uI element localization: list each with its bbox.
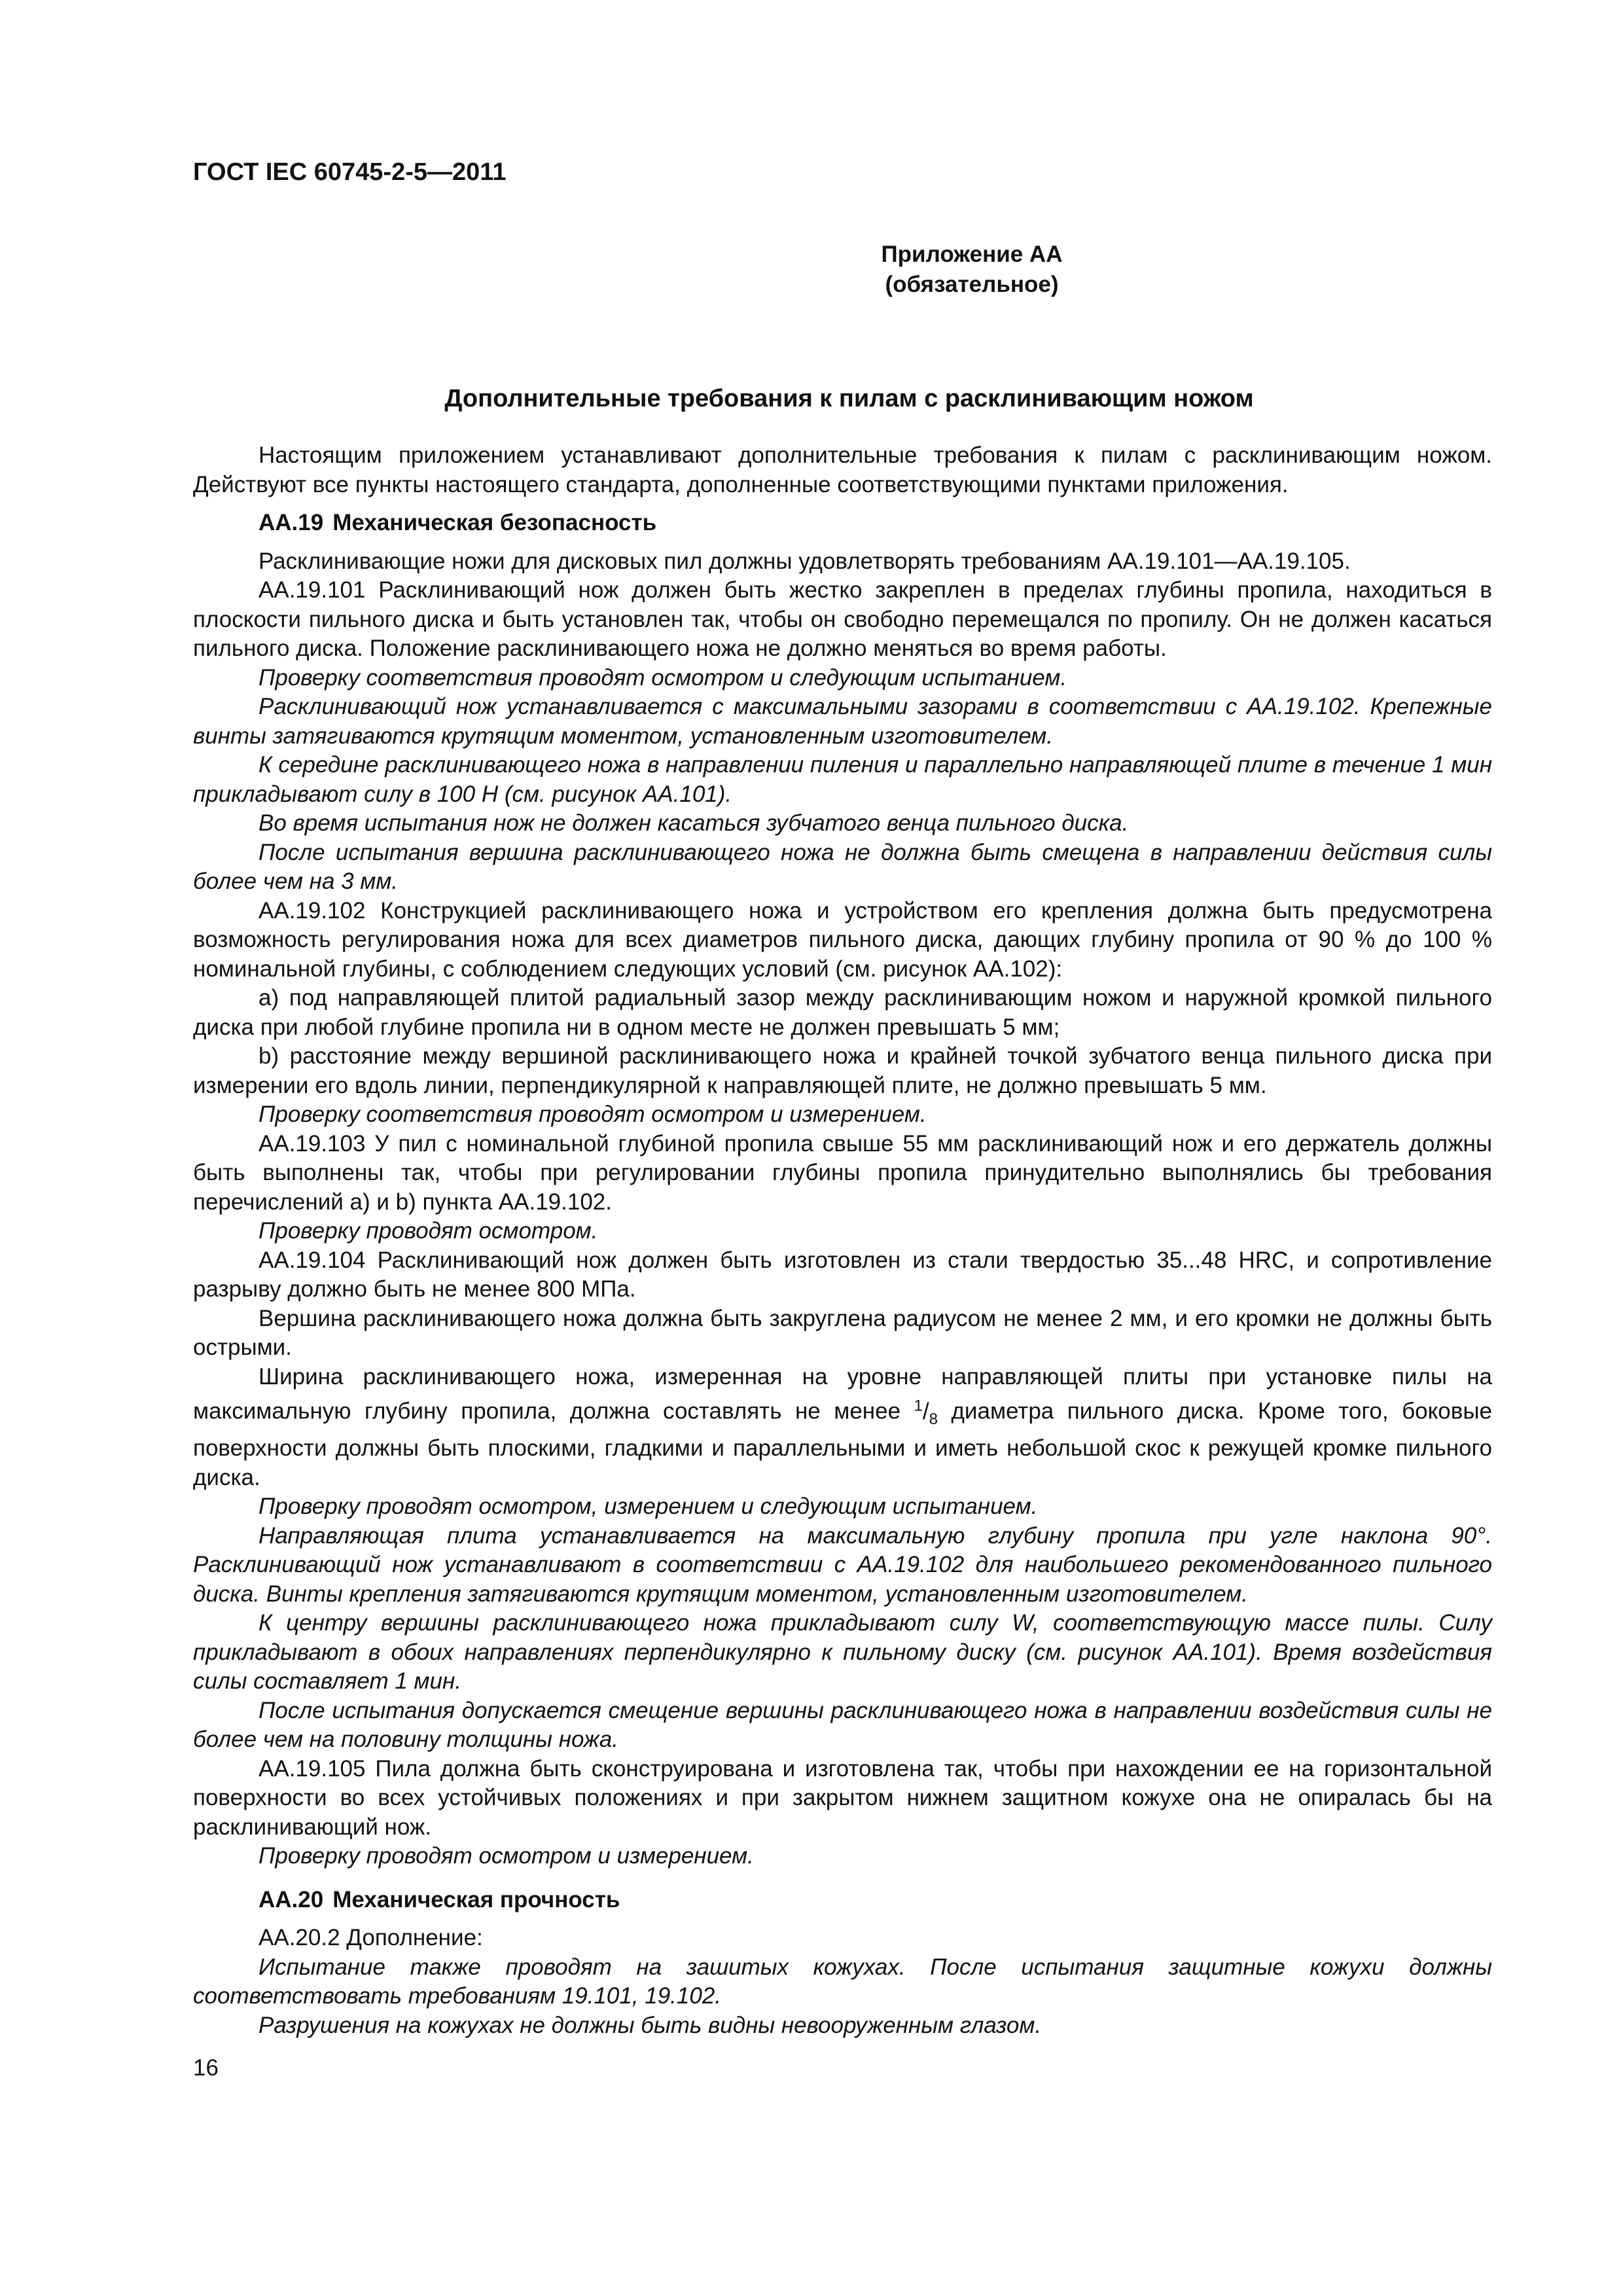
section-heading-aa19 (193, 509, 1492, 538)
paragraph: Расклинивающие ножи для дисковых пил должны удовлетворять требованиям АА.19.101—АА.19.105. (259, 548, 1351, 574)
clause-aa19-105: АА.19.105 Пила должна быть сконструирована и изготовлена так, чтобы при нахождении ее на горизонтальной поверхности во всех устойчивых положениях и при закрытом нижнем защитном кожухе она не опиралась бы на расклинивающий нож. (193, 1755, 1492, 1840)
intro-paragraph: Настоящим приложением устанавливают дополнительные требования к пилам с расклинивающим ножом. Действуют все пункты настоящего стандарта, дополненные соответствующими пунктами приложения. (193, 442, 1492, 497)
test-paragraph: После испытания допускается смещение вершины расклинивающего ножа в направлении воздействия силы не более чем на половину толщины ножа. (193, 1697, 1492, 1753)
check-paragraph: Проверку проводят осмотром и измерением. (259, 1843, 754, 1869)
clause-aa20-2: АА.20.2 Дополнение: (259, 1925, 483, 1951)
list-item-a: a) под направляющей плитой радиальный зазор между расклинивающим ножом и наружной кромкой пильного диска при любой глубине пропила ни в одном месте не должен превышать 5 мм; (193, 985, 1492, 1040)
page-number: 16 (193, 2055, 219, 2081)
check-paragraph: Проверку проводят осмотром, измерением и следующим испытанием. (259, 1494, 1038, 1520)
annex-heading (756, 240, 1188, 300)
list-item-b: b) расстояние между вершиной расклинивающего ножа и крайней точкой зубчатого венца пильного диска при измерении его вдоль линии, перпендикулярной к направляющей плите, не должно превышать 5 мм. (193, 1043, 1492, 1098)
check-paragraph: Проверку соответствия проводят осмотром и измерением. (259, 1102, 927, 1127)
paragraph: Вершина расклинивающего ножа должна быть закруглена радиусом не менее 2 мм, и его кромки не должны быть острыми. (193, 1305, 1492, 1360)
section-number: АА.19 (259, 510, 324, 535)
check-paragraph: Проверку проводят осмотром. (259, 1218, 598, 1244)
paragraph-with-fraction: Ширина расклинивающего ножа, измеренная на уровне направляющей плиты при установке пилы на максимальную глубину пропила, должна составлять не менее $^1/_8$ диаметра пильного диска. Кроме того, боковые поверхности должны быть плоскими, гладкими и параллельными и иметь небольшой скос к режущей кромке пильного диска. (193, 1363, 1492, 1490)
section-heading-aa20 (193, 1886, 1492, 1915)
test-paragraph: После испытания вершина расклинивающего ножа не должна быть смещена в направлении действия силы более чем на 3 мм. (193, 839, 1492, 894)
clause-aa19-101: АА.19.101 Расклинивающий нож должен быть жестко закреплен в пределах глубины пропила, находиться в плоскости пильного диска и быть установлен так, чтобы он свободно перемещался по пропилу. Он не должен касаться пильного диска. Положение расклинивающего ножа не должно меняться во время работы. (193, 577, 1492, 661)
clause-aa19-104: АА.19.104 Расклинивающий нож должен быть изготовлен из стали твердостью 35...48 HRC, и сопротивление разрыву должно быть не менее 800 МПа. (193, 1247, 1492, 1302)
test-paragraph: К центру вершины расклинивающего ножа прикладывают силу W, соответствующую массе пилы. Силу прикладывают в обоих направлениях перпендикулярно к пильному диску (см. рисунок АА.101). Время воздействия силы составляет 1 мин. (193, 1610, 1492, 1695)
fraction-one-eighth: $^1/_8$ (914, 1397, 938, 1428)
section-title: Механическая прочность (332, 1886, 620, 1912)
test-paragraph: Разрушения на кожухах не должны быть видны невооруженным глазом. (259, 2012, 1042, 2038)
annex-title: Дополнительные требования к пилам с расклинивающим ножом (444, 385, 1254, 412)
check-paragraph: Проверку соответствия проводят осмотром и следующим испытанием. (259, 664, 1067, 691)
test-paragraph: Направляющая плита устанавливается на максимальную глубину пропила при угле наклона 90°. Расклинивающий нож устанавливают в соответствии с АА.19.102 для наибольшего рекомендованного пильного диска. Винты крепления затягиваются крутящим моментом, установленным изготовителем. (193, 1522, 1492, 1607)
test-paragraph: Во время испытания нож не должен касаться зубчатого венца пильного диска. (259, 810, 1129, 836)
test-paragraph: Испытание также проводят на зашитых кожухах. После испытания защитные кожухи должны соответствовать требованиям 19.101, 19.102. (193, 1954, 1492, 2009)
annex-name: Приложение АА (881, 242, 1063, 267)
annex-content (193, 441, 1492, 2040)
clause-aa19-102: АА.19.102 Конструкцией расклинивающего ножа и устройством его крепления должна быть предусмотрена возможность регулирования ножа для всех диаметров пильного диска, дающих глубину пропила от 90 % до 100 % номинальной глубины, с соблюдением следующих условий (см. рисунок АА.102): (193, 897, 1492, 982)
document-code: ГОСТ IEC 60745-2-5—2011 (193, 158, 507, 186)
section-number: АА.20 (259, 1886, 324, 1912)
clause-aa19-103: АА.19.103 У пил с номинальной глубиной пропила свыше 55 мм расклинивающий нож и его держатель должны быть выполнены так, чтобы при регулировании глубины пропила принудительно выполнялись бы требования перечислений а) и b) пункта АА.19.102. (193, 1130, 1492, 1215)
section-title: Механическая безопасность (332, 510, 657, 535)
test-paragraph: К середине расклинивающего ножа в направлении пиления и параллельно направляющей плите в течение 1 мин прикладывают силу в 100 Н (см. рисунок АА.101). (193, 752, 1492, 807)
test-paragraph: Расклинивающий нож устанавливается с максимальными зазорами в соответствии с АА.19.102. Крепежные винты затягиваются крутящим моментом, установленным изготовителем. (193, 694, 1492, 749)
annex-status: (обязательное) (885, 272, 1059, 297)
document-page (193, 157, 1492, 2265)
